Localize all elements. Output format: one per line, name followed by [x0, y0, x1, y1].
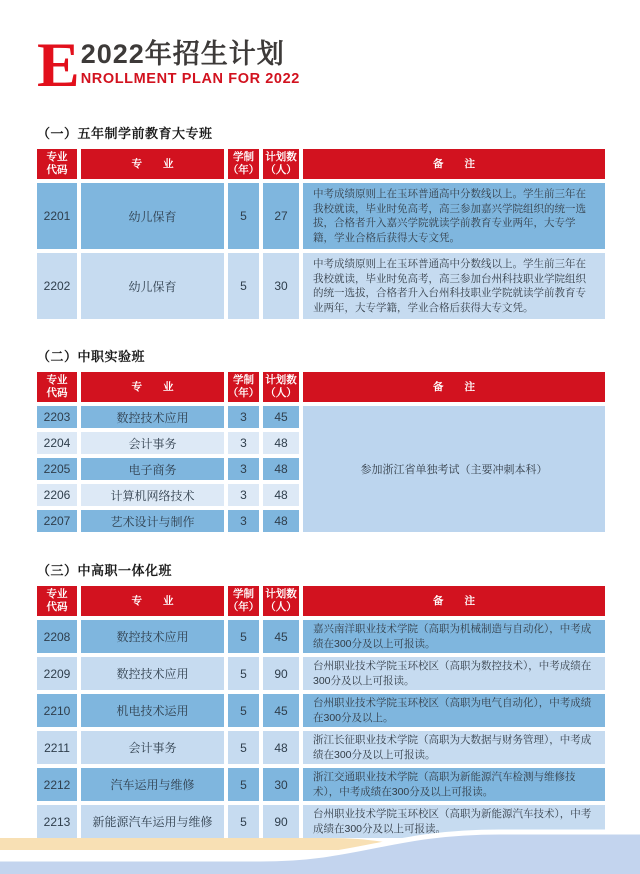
column-header-plan: 计划数 （人）: [263, 149, 299, 179]
cell-merged-remark: 参加浙江省单独考试（主要冲刺本科）: [303, 406, 605, 532]
table-header-row: [37, 586, 605, 616]
cell-plan: 30: [263, 768, 299, 801]
cell-years: 5: [228, 805, 259, 838]
column-header-remark: 备 注: [303, 372, 605, 402]
cell-code: 2204: [37, 432, 77, 454]
cell-major: 数控技术应用: [81, 657, 224, 690]
cell-major: 幼儿保育: [81, 183, 224, 249]
cell-plan: 45: [263, 620, 299, 653]
table-body: [37, 406, 605, 532]
cell-major: 新能源汽车运用与维修: [81, 805, 224, 838]
cell-code: 2201: [37, 183, 77, 249]
cell-code: 2203: [37, 406, 77, 428]
cell-plan: 27: [263, 183, 299, 249]
column-header-code: 专业 代码: [37, 586, 77, 616]
column-header-years: 学制 （年）: [228, 372, 259, 402]
cell-plan: 90: [263, 657, 299, 690]
cell-years: 5: [228, 731, 259, 764]
cell-years: 5: [228, 694, 259, 727]
page-header: [37, 29, 605, 100]
section-title: （一）五年制学前教育大专班: [37, 126, 213, 141]
cell-major: 幼儿保育: [81, 253, 224, 319]
cell-plan: 30: [263, 253, 299, 319]
cell-remark: 台州职业技术学院玉环校区（高职为数控技术），中考成绩在300分及以上可报读。: [303, 657, 605, 690]
section-vocational-experimental: [37, 346, 605, 532]
column-header-major: 专 业: [81, 149, 224, 179]
cell-code: 2207: [37, 510, 77, 532]
cell-remark: 台州职业技术学院玉环校区（高职为新能源汽车技术），中考成绩在300分及以上可报读。: [303, 805, 605, 838]
cell-code: 2206: [37, 484, 77, 506]
page-title: 2022年招生计划: [80, 39, 285, 69]
cell-remark: 台州职业技术学院玉环校区（高职为电气自动化），中考成绩在300分及以上。: [303, 694, 605, 727]
column-header-remark: 备 注: [303, 586, 605, 616]
table-header-row: [37, 372, 605, 402]
cell-plan: 48: [263, 484, 299, 506]
cell-years: 5: [228, 768, 259, 801]
table-body: [37, 620, 605, 838]
cell-code: 2210: [37, 694, 77, 727]
cell-code: 2208: [37, 620, 77, 653]
cell-major: 会计事务: [81, 731, 224, 764]
cell-years: 3: [228, 432, 259, 454]
cell-years: 5: [228, 253, 259, 319]
enrollment-table-integrated: [37, 586, 605, 838]
cell-plan: 48: [263, 731, 299, 764]
cell-years: 5: [228, 620, 259, 653]
column-header-major: 专 业: [81, 586, 224, 616]
enrollment-table-preschool: [37, 149, 605, 319]
cell-plan: 48: [263, 510, 299, 532]
cell-plan: 45: [263, 694, 299, 727]
column-header-code: 专业 代码: [37, 149, 77, 179]
cell-remark: 浙江长征职业技术学院（高职为大数据与财务管理），中考成绩在300分及以上可报读。: [303, 731, 605, 764]
cell-code: 2209: [37, 657, 77, 690]
cell-years: 5: [228, 183, 259, 249]
cell-major: 汽车运用与维修: [81, 768, 224, 801]
column-header-years: 学制 （年）: [228, 149, 259, 179]
cell-years: 3: [228, 510, 259, 532]
column-header-code: 专业 代码: [37, 372, 77, 402]
cell-major: 会计事务: [81, 432, 224, 454]
header-text-block: [81, 40, 300, 87]
cell-remark: 浙江交通职业技术学院（高职为新能源汽车检测与维修技术），中考成绩在300分及以上可报读。: [303, 768, 605, 801]
column-header-plan: 计划数 （人）: [263, 372, 299, 402]
section-five-year-preschool: [37, 123, 605, 319]
cell-code: 2213: [37, 805, 77, 838]
cell-major: 电子商务: [81, 458, 224, 480]
page-subtitle: NROLLMENT PLAN FOR 2022: [80, 71, 300, 87]
table-body: [37, 183, 605, 319]
footer-wave-decoration: [0, 812, 640, 874]
column-header-plan: 计划数 （人）: [263, 586, 299, 616]
cell-years: 5: [228, 657, 259, 690]
cell-years: 3: [228, 406, 259, 428]
cell-remark: 中考成绩原则上在玉环普通高中分数线以上。学生前三年在我校就读，毕业时免高考，高三参加台州科技职业学院组织的统一选拔，合格者升入台州科技职业学院就读学前教育专业两年，大专学籍，学业合格后获得大专文凭。: [303, 253, 605, 319]
cell-remark: 中考成绩原则上在玉环普通高中分数线以上。学生前三年在我校就读，毕业时免高考，高三参加嘉兴学院组织的统一选拔，合格者升入嘉兴学院就读学前教育专业两年，大专学籍，学业合格后获得大专文凭。: [303, 183, 605, 249]
cell-years: 3: [228, 484, 259, 506]
cell-plan: 48: [263, 458, 299, 480]
cell-remark: 嘉兴南洋职业技术学院（高职为机械制造与自动化），中考成绩在300分及以上可报读。: [303, 620, 605, 653]
cell-code: 2211: [37, 731, 77, 764]
column-header-remark: 备 注: [303, 149, 605, 179]
table-header-row: [37, 149, 605, 179]
cell-major: 数控技术应用: [81, 620, 224, 653]
section-integrated-class: [37, 560, 605, 838]
column-header-years: 学制 （年）: [228, 586, 259, 616]
column-header-major: 专 业: [81, 372, 224, 402]
cell-major: 艺术设计与制作: [81, 510, 224, 532]
cell-code: 2202: [37, 253, 77, 319]
cell-years: 3: [228, 458, 259, 480]
cell-code: 2205: [37, 458, 77, 480]
section-title: （三）中高职一体化班: [37, 563, 173, 578]
cell-plan: 48: [263, 432, 299, 454]
cell-plan: 90: [263, 805, 299, 838]
cell-plan: 45: [263, 406, 299, 428]
cell-major: 数控技术应用: [81, 406, 224, 428]
enrollment-table-experimental: [37, 372, 605, 532]
cell-major: 机电技术运用: [81, 694, 224, 727]
cell-code: 2212: [37, 768, 77, 801]
logo-letter-e: E: [37, 29, 78, 100]
cell-major: 计算机网络技术: [81, 484, 224, 506]
section-title: （二）中职实验班: [37, 349, 146, 364]
